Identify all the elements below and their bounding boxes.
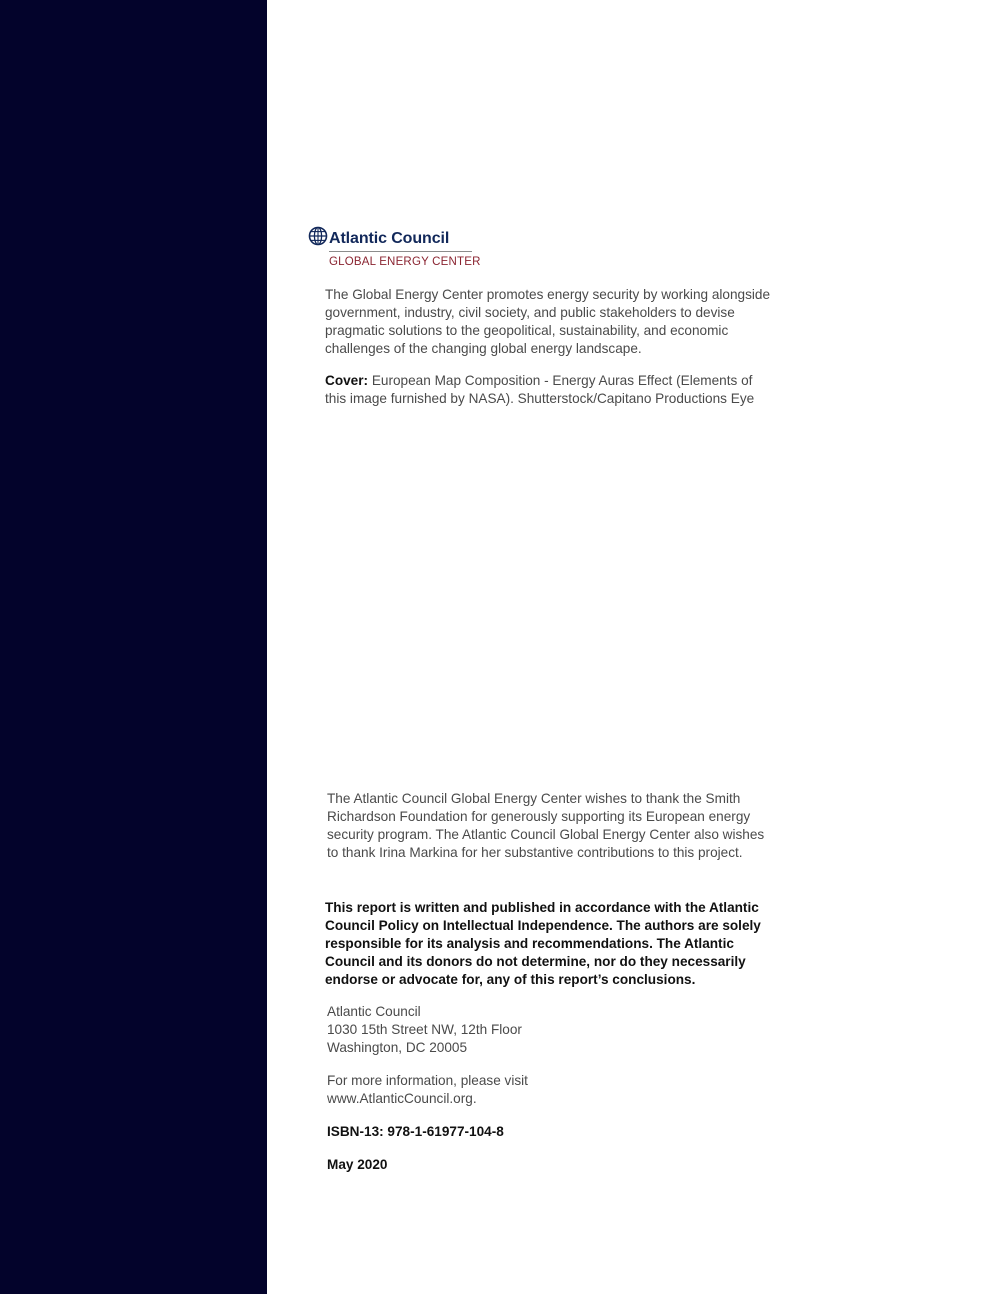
cover-text: European Map Composition - Energy Auras Effect (Elements of this image furnished by NASA). Shutterstock/Capitano Productions Eye bbox=[325, 373, 755, 406]
cover-label: Cover: bbox=[325, 373, 369, 388]
website-link[interactable]: www.AtlanticCouncil.org. bbox=[327, 1091, 477, 1106]
publication-date: May 2020 bbox=[327, 1157, 388, 1172]
logo-subtitle: GLOBAL ENERGY CENTER bbox=[329, 256, 481, 268]
intro-paragraph: The Global Energy Center promotes energy security by working alongside government, industry, civil society, and public stakeholders to devise pragmatic solutions to the geopolitical, sustainability, and economic challenges of the changing global energy landscape. bbox=[325, 287, 771, 356]
logo-wordmark: Atlantic Council bbox=[329, 230, 450, 247]
globe-icon bbox=[308, 226, 328, 246]
cover-credit bbox=[325, 372, 775, 408]
more-info-line: For more information, please visit bbox=[327, 1073, 528, 1088]
address-block bbox=[327, 1003, 777, 1057]
policy-statement: This report is written and published in accordance with the Atlantic Council Policy on Intellectual Independence. The authors are solely responsible for its analysis and recommendations. The Atlantic Council and its donors do not determine, nor do they necessarily endorse or advocate for, any of this report’s conclusions. bbox=[325, 900, 761, 987]
thanks-paragraph: The Atlantic Council Global Energy Center wishes to thank the Smith Richardson Foundation for generously supporting its European energy security program. The Atlantic Council Global Energy Center also wishes to thank Irina Markina for her substantive contributions to this project. bbox=[327, 791, 765, 860]
address-org: Atlantic Council bbox=[327, 1004, 421, 1019]
left-navy-band bbox=[0, 0, 267, 1294]
address-city: Washington, DC 20005 bbox=[327, 1040, 468, 1055]
address-street: 1030 15th Street NW, 12th Floor bbox=[327, 1022, 522, 1037]
logo-divider bbox=[329, 251, 472, 252]
isbn: ISBN-13: 978-1-61977-104-8 bbox=[327, 1124, 504, 1139]
more-info-block bbox=[327, 1072, 777, 1108]
